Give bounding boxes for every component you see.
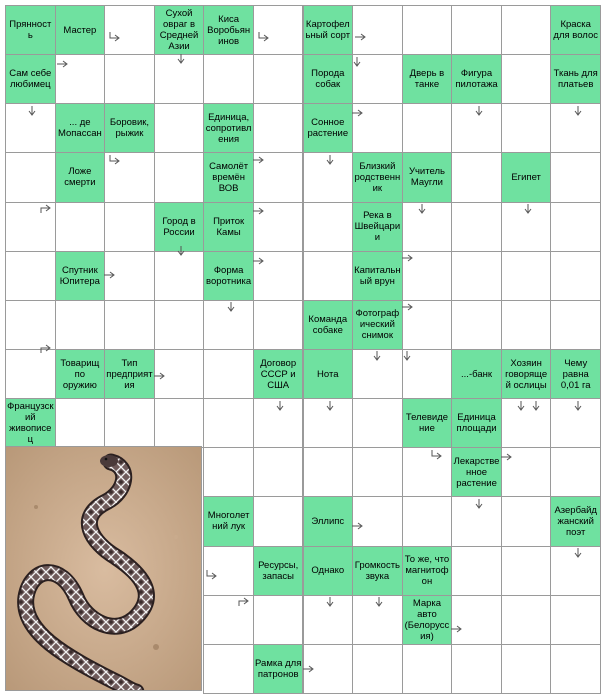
answer-cell[interactable] — [104, 202, 155, 252]
answer-cell[interactable] — [104, 300, 155, 350]
answer-cell[interactable] — [402, 447, 453, 497]
answer-cell[interactable] — [5, 152, 56, 202]
direction-arrow-icon — [325, 597, 337, 607]
direction-arrow-icon — [275, 401, 287, 411]
direction-arrow-icon — [474, 499, 486, 509]
direction-arrow-icon — [104, 270, 116, 280]
answer-cell[interactable] — [203, 398, 254, 448]
answer-cell[interactable] — [451, 300, 502, 350]
direction-arrow-icon — [573, 401, 585, 411]
answer-cell[interactable] — [104, 398, 155, 448]
answer-cell[interactable] — [402, 5, 453, 55]
answer-cell[interactable] — [451, 202, 502, 252]
clue-cell: Капитальный врун — [352, 251, 403, 301]
answer-cell[interactable] — [253, 300, 304, 350]
clue-cell: Сам себе любимец — [5, 54, 56, 104]
answer-cell[interactable] — [451, 251, 502, 301]
answer-cell[interactable] — [203, 447, 254, 497]
direction-arrow-icon — [531, 401, 543, 411]
clue-cell: Чему равна 0,01 га — [550, 349, 601, 399]
direction-arrow-icon — [109, 32, 121, 42]
clue-cell: Картофельный сорт — [303, 5, 354, 55]
clue-cell: Хозяин говорящей ослицы — [501, 349, 552, 399]
direction-arrow-icon — [372, 351, 384, 361]
answer-cell[interactable] — [402, 103, 453, 153]
answer-cell[interactable] — [352, 5, 403, 55]
direction-arrow-icon — [27, 106, 39, 116]
direction-arrow-icon — [253, 206, 265, 216]
answer-cell[interactable] — [5, 349, 56, 399]
clue-cell: Египет — [501, 152, 552, 202]
answer-cell[interactable] — [501, 300, 552, 350]
clue-cell: Громкость звука — [352, 546, 403, 596]
clue-cell: Договор СССР и США — [253, 349, 304, 399]
direction-arrow-icon — [325, 155, 337, 165]
direction-arrow-icon — [154, 371, 166, 381]
clue-cell: Эллипс — [303, 496, 354, 546]
clue-cell: Рамка для патронов — [253, 644, 304, 694]
clue-cell: Тип предприятия — [104, 349, 155, 399]
direction-arrow-icon — [402, 351, 414, 361]
direction-arrow-icon — [355, 32, 367, 42]
direction-arrow-icon — [40, 204, 52, 214]
clue-cell: Прянность — [5, 5, 56, 55]
answer-cell[interactable] — [203, 349, 254, 399]
answer-cell[interactable] — [154, 152, 205, 202]
clue-cell: ... де Мопассан — [55, 103, 106, 153]
answer-cell[interactable] — [253, 595, 304, 645]
answer-cell[interactable] — [501, 546, 552, 596]
clue-cell: Ресурсы, запасы — [253, 546, 304, 596]
direction-arrow-icon — [417, 204, 429, 214]
direction-arrow-icon — [226, 302, 238, 312]
answer-cell[interactable] — [501, 54, 552, 104]
answer-cell[interactable] — [501, 496, 552, 546]
clue-cell: Нота — [303, 349, 354, 399]
direction-arrow-icon — [352, 521, 364, 531]
clue-cell: Приток Камы — [203, 202, 254, 252]
answer-cell[interactable] — [253, 447, 304, 497]
answer-cell[interactable] — [501, 103, 552, 153]
answer-cell[interactable] — [253, 103, 304, 153]
direction-arrow-icon — [206, 570, 218, 580]
direction-arrow-icon — [402, 302, 414, 312]
answer-cell[interactable] — [154, 103, 205, 153]
clue-cell: Телевидение — [402, 398, 453, 448]
direction-arrow-icon — [303, 664, 315, 674]
answer-cell[interactable] — [451, 152, 502, 202]
answer-cell[interactable] — [501, 251, 552, 301]
clue-cell: Фигура пилотажа — [451, 54, 502, 104]
direction-arrow-icon — [325, 401, 337, 411]
clue-cell: ...-банк — [451, 349, 502, 399]
answer-cell[interactable] — [203, 54, 254, 104]
clue-cell: Команда собаке — [303, 300, 354, 350]
answer-cell[interactable] — [303, 447, 354, 497]
direction-arrow-icon — [253, 256, 265, 266]
clue-cell: Город в России — [154, 202, 205, 252]
crossword-grid — [5, 5, 600, 693]
answer-cell[interactable] — [550, 251, 601, 301]
direction-arrow-icon — [258, 32, 270, 42]
answer-cell[interactable] — [352, 447, 403, 497]
clue-cell: Учитель Маугли — [402, 152, 453, 202]
answer-cell[interactable] — [352, 398, 403, 448]
answer-cell[interactable] — [253, 496, 304, 546]
answer-cell[interactable] — [402, 496, 453, 546]
clue-cell: Самолёт времён ВОВ — [203, 152, 254, 202]
answer-cell[interactable] — [5, 300, 56, 350]
answer-cell[interactable] — [104, 54, 155, 104]
direction-arrow-icon — [176, 54, 188, 64]
answer-cell[interactable] — [451, 595, 502, 645]
clue-cell: Сухой овраг в Средней Азии — [154, 5, 205, 55]
direction-arrow-icon — [474, 106, 486, 116]
clue-cell: Форма воротника — [203, 251, 254, 301]
clue-cell: Единица, сопротивления — [203, 103, 254, 153]
answer-cell[interactable] — [303, 202, 354, 252]
direction-arrow-icon — [374, 597, 386, 607]
clue-cell: Лекарственное растение — [451, 447, 502, 497]
answer-cell[interactable] — [253, 5, 304, 55]
answer-cell[interactable] — [55, 300, 106, 350]
direction-arrow-icon — [451, 624, 463, 634]
clue-cell: Ложе смерти — [55, 152, 106, 202]
answer-cell[interactable] — [501, 644, 552, 694]
clue-cell: Марка авто (Белоруссия) — [402, 595, 453, 645]
clue-cell: То же, что магнитофон — [402, 546, 453, 596]
clue-cell: Товарищ по оружию — [55, 349, 106, 399]
clue-cell: Река в Швейцарии — [352, 202, 403, 252]
direction-arrow-icon — [431, 450, 443, 460]
answer-cell[interactable] — [203, 644, 254, 694]
answer-cell[interactable] — [550, 447, 601, 497]
clue-cell: Азербайджанский поэт — [550, 496, 601, 546]
clue-cell: Ткань для платьев — [550, 54, 601, 104]
answer-cell[interactable] — [303, 251, 354, 301]
direction-arrow-icon — [253, 155, 265, 165]
clue-cell: Спутник Юпитера — [55, 251, 106, 301]
answer-cell[interactable] — [402, 644, 453, 694]
answer-cell[interactable] — [550, 644, 601, 694]
clue-cell: Краска для волос — [550, 5, 601, 55]
answer-cell[interactable] — [154, 300, 205, 350]
snake-photo — [5, 446, 202, 691]
clue-cell: Многолетний лук — [203, 496, 254, 546]
answer-cell[interactable] — [550, 300, 601, 350]
direction-arrow-icon — [238, 597, 250, 607]
direction-arrow-icon — [501, 452, 513, 462]
clue-cell: Французский живописец — [5, 398, 56, 448]
clue-cell: Киса Воробьянинов — [203, 5, 254, 55]
clue-cell: Порода собак — [303, 54, 354, 104]
clue-cell: Мастер — [55, 5, 106, 55]
direction-arrow-icon — [516, 401, 528, 411]
answer-cell[interactable] — [5, 251, 56, 301]
answer-cell[interactable] — [154, 251, 205, 301]
answer-cell[interactable] — [451, 5, 502, 55]
direction-arrow-icon — [109, 155, 121, 165]
answer-cell[interactable] — [451, 546, 502, 596]
answer-cell[interactable] — [253, 54, 304, 104]
answer-cell[interactable] — [501, 5, 552, 55]
clue-cell: Близкий родственник — [352, 152, 403, 202]
direction-arrow-icon — [176, 246, 188, 256]
answer-cell[interactable] — [451, 644, 502, 694]
direction-arrow-icon — [352, 108, 364, 118]
clue-cell: Однако — [303, 546, 354, 596]
answer-cell[interactable] — [55, 202, 106, 252]
clue-cell: Сонное растение — [303, 103, 354, 153]
answer-cell[interactable] — [104, 5, 155, 55]
direction-arrow-icon — [573, 106, 585, 116]
answer-cell[interactable] — [55, 398, 106, 448]
answer-cell[interactable] — [550, 202, 601, 252]
answer-cell[interactable] — [352, 644, 403, 694]
direction-arrow-icon — [57, 59, 69, 69]
clue-cell: Боровик, рыжик — [104, 103, 155, 153]
answer-cell[interactable] — [550, 152, 601, 202]
direction-arrow-icon — [40, 344, 52, 354]
answer-cell[interactable] — [154, 398, 205, 448]
direction-arrow-icon — [573, 548, 585, 558]
clue-cell: Дверь в танке — [402, 54, 453, 104]
answer-cell[interactable] — [501, 595, 552, 645]
direction-arrow-icon — [352, 57, 364, 67]
clue-cell: Единица площади — [451, 398, 502, 448]
answer-cell[interactable] — [550, 595, 601, 645]
direction-arrow-icon — [402, 253, 414, 263]
direction-arrow-icon — [523, 204, 535, 214]
clue-cell: Фотографический снимок — [352, 300, 403, 350]
